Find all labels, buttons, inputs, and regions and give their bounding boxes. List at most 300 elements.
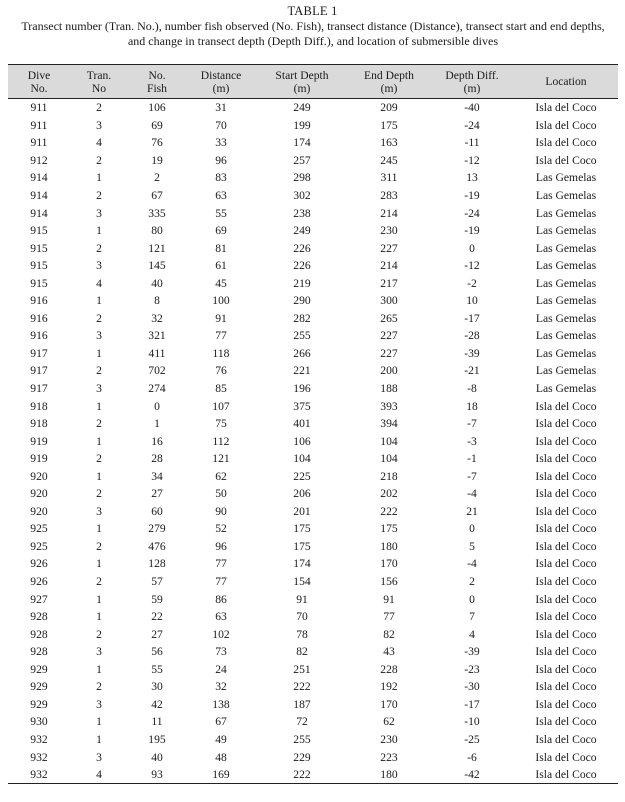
start-depth-cell: 104: [293, 452, 311, 466]
table-row: [8, 520, 618, 538]
tran-no-cell: 1: [96, 224, 102, 238]
table-row: [8, 310, 618, 328]
dive-no-cell: 928: [30, 645, 48, 659]
no-fish-cell: 76: [151, 136, 163, 150]
start-depth-cell: 72: [296, 715, 308, 729]
tran-no-cell: 2: [96, 241, 102, 255]
end-depth-cell: 43: [383, 645, 395, 659]
location-cell: Las Gemelas: [535, 294, 597, 308]
end-depth-cell: 228: [380, 662, 398, 676]
no-fish-cell: 195: [148, 732, 166, 746]
distance-cell: 102: [212, 627, 230, 641]
distance-cell: 45: [215, 276, 227, 290]
header-tran-no: [70, 65, 128, 99]
location-cell: Isla del Coco: [535, 539, 597, 553]
table-row: [8, 555, 618, 573]
no-fish-cell: 28: [151, 452, 163, 466]
distance-cell: 86: [215, 592, 227, 606]
end-depth-cell: 104: [380, 434, 398, 448]
header-line: No: [91, 81, 107, 95]
header-depth-diff: [430, 65, 514, 99]
location-cell: Las Gemelas: [535, 329, 597, 343]
dive-no-cell: 920: [30, 504, 48, 518]
location-cell: Las Gemelas: [535, 276, 597, 290]
table-row: [8, 152, 618, 170]
depth-diff-cell: 18: [466, 399, 478, 413]
start-depth-cell: 282: [293, 311, 311, 325]
dive-no-cell: 914: [30, 189, 48, 202]
location-cell: Isla del Coco: [535, 697, 597, 711]
dive-no-cell: 917: [30, 346, 48, 360]
location-cell: Isla del Coco: [535, 732, 597, 746]
start-depth-cell: 222: [293, 680, 311, 694]
start-depth-cell: 302: [293, 189, 311, 202]
table-row: [8, 590, 618, 608]
table-row: [8, 397, 618, 415]
end-depth-cell: 175: [380, 118, 398, 132]
distance-cell: 52: [215, 522, 227, 536]
location-cell: Isla del Coco: [535, 469, 597, 483]
distance-cell: 81: [215, 241, 227, 255]
location-cell: Isla del Coco: [535, 434, 597, 448]
start-depth-cell: 175: [293, 539, 311, 553]
caption-line: and change in transect depth (Depth Diff.), and location of submersible dives: [127, 34, 498, 48]
tran-no-cell: 2: [96, 539, 102, 553]
dive-no-cell: 916: [30, 311, 48, 325]
depth-diff-cell: -39: [464, 645, 480, 659]
table-row: [8, 222, 618, 240]
dive-no-cell: 914: [30, 206, 48, 220]
no-fish-cell: 27: [151, 487, 163, 501]
dive-no-cell: 915: [30, 259, 48, 273]
table-row: [8, 538, 618, 556]
start-depth-cell: 201: [293, 504, 311, 518]
location-cell: Las Gemelas: [535, 382, 597, 396]
distance-cell: 31: [215, 101, 227, 115]
table-row: [8, 292, 618, 310]
table-row: [8, 327, 618, 345]
end-depth-cell: 245: [380, 153, 398, 167]
end-depth-cell: 175: [380, 522, 398, 536]
table-row: [8, 415, 618, 433]
distance-cell: 24: [215, 662, 227, 676]
table-row: [8, 573, 618, 591]
location-cell: Isla del Coco: [535, 452, 597, 466]
location-cell: Las Gemelas: [535, 189, 597, 202]
table-row: [8, 766, 618, 784]
depth-diff-cell: -19: [464, 224, 480, 238]
depth-diff-cell: -7: [467, 469, 477, 483]
start-depth-cell: 375: [293, 399, 311, 413]
dive-no-cell: 925: [30, 539, 48, 553]
table-row: [8, 643, 618, 661]
tran-no-cell: 2: [96, 189, 102, 202]
no-fish-cell: 11: [151, 715, 163, 729]
start-depth-cell: 249: [293, 101, 311, 115]
dive-no-cell: 920: [30, 487, 48, 501]
depth-diff-cell: -8: [467, 382, 477, 396]
dive-no-cell: 911: [30, 136, 48, 150]
end-depth-cell: 393: [380, 399, 398, 413]
location-cell: Isla del Coco: [535, 504, 597, 518]
table-body: [8, 99, 618, 784]
header-line: (m): [212, 81, 230, 95]
distance-cell: 77: [215, 329, 227, 343]
location-cell: Isla del Coco: [535, 118, 597, 132]
table-row: [8, 625, 618, 643]
start-depth-cell: 206: [293, 487, 311, 501]
start-depth-cell: 154: [293, 575, 311, 589]
table-row: [8, 362, 618, 380]
table-row: [8, 117, 618, 135]
depth-diff-cell: -12: [464, 259, 480, 273]
header-line: (m): [463, 81, 481, 95]
table-row: [8, 503, 618, 521]
distance-cell: 76: [215, 364, 227, 378]
location-cell: Isla del Coco: [514, 766, 618, 784]
table-row: [8, 696, 618, 714]
depth-diff-cell: 5: [469, 539, 475, 553]
dive-no-cell: 915: [30, 276, 48, 290]
header-line: Fish: [147, 81, 167, 95]
location-cell: Isla del Coco: [535, 522, 597, 536]
start-depth-cell: 221: [293, 364, 311, 378]
dive-no-cell: 928: [30, 610, 48, 624]
header-line: No.: [148, 68, 166, 82]
no-fish-cell: 106: [148, 101, 166, 115]
no-fish-cell: 2: [154, 171, 160, 185]
distance-cell: 61: [215, 259, 227, 273]
distance-cell: 77: [215, 557, 227, 571]
tran-no-cell: 2: [96, 364, 102, 378]
depth-diff-cell: -17: [464, 697, 480, 711]
start-depth-cell: 82: [296, 645, 308, 659]
tran-no-cell: 1: [96, 399, 102, 413]
distance-cell: 91: [215, 311, 227, 325]
dive-no-cell: 915: [30, 224, 48, 238]
tran-no-cell: 3: [96, 750, 102, 764]
no-fish-cell: 121: [148, 241, 166, 255]
no-fish-cell: 8: [154, 294, 160, 308]
start-depth-cell: 219: [293, 276, 311, 290]
dive-no-cell: 928: [30, 627, 48, 641]
start-depth-cell: 266: [293, 346, 311, 360]
start-depth-cell: 222: [256, 766, 348, 784]
tran-no-cell: 2: [96, 101, 102, 115]
dive-no-cell: 914: [30, 171, 48, 185]
end-depth-cell: 222: [380, 504, 398, 518]
tran-no-cell: 1: [96, 469, 102, 483]
location-cell: Las Gemelas: [535, 311, 597, 325]
end-depth-cell: 170: [380, 697, 398, 711]
no-fish-cell: 22: [151, 610, 163, 624]
end-depth-cell: 227: [380, 241, 398, 255]
end-depth-cell: 82: [383, 627, 395, 641]
dive-no-cell: 926: [30, 557, 48, 571]
end-depth-cell: 214: [380, 259, 398, 273]
table-caption: [6, 19, 620, 49]
table-row: [8, 432, 618, 450]
depth-diff-cell: -19: [464, 189, 480, 202]
table-row: [8, 239, 618, 257]
location-cell: Isla del Coco: [535, 557, 597, 571]
depth-diff-cell: -17: [464, 311, 480, 325]
header-dive-no: [8, 65, 70, 99]
end-depth-cell: 104: [380, 452, 398, 466]
table-row: [8, 661, 618, 679]
dive-no-cell: 925: [30, 522, 48, 536]
depth-diff-cell: -2: [467, 276, 477, 290]
depth-diff-cell: 0: [469, 241, 475, 255]
location-cell: Las Gemelas: [535, 259, 597, 273]
no-fish-cell: 16: [151, 434, 163, 448]
location-cell: Las Gemelas: [535, 171, 597, 185]
table-row: [8, 380, 618, 398]
table-row: [8, 713, 618, 731]
dive-no-cell: 918: [30, 417, 48, 431]
distance-cell: 75: [215, 417, 227, 431]
tran-no-cell: 1: [96, 522, 102, 536]
location-cell: Isla del Coco: [535, 399, 597, 413]
depth-diff-cell: 7: [469, 610, 475, 624]
header-line: Dive: [27, 68, 51, 82]
tran-no-cell: 1: [96, 592, 102, 606]
header-line: Distance: [200, 68, 242, 82]
depth-diff-cell: 0: [469, 592, 475, 606]
dive-no-cell: 916: [30, 329, 48, 343]
end-depth-cell: 188: [380, 382, 398, 396]
tran-no-cell: 1: [96, 294, 102, 308]
end-depth-cell: 300: [380, 294, 398, 308]
no-fish-cell: 60: [151, 504, 163, 518]
distance-cell: 55: [215, 206, 227, 220]
no-fish-cell: 80: [151, 224, 163, 238]
distance-cell: 83: [215, 171, 227, 185]
tran-no-cell: 3: [96, 697, 102, 711]
no-fish-cell: 30: [151, 680, 163, 694]
table-row: [8, 485, 618, 503]
end-depth-cell: 227: [380, 346, 398, 360]
depth-diff-cell: 0: [469, 522, 475, 536]
end-depth-cell: 311: [380, 171, 398, 185]
start-depth-cell: 174: [293, 136, 311, 150]
end-depth-cell: 265: [380, 311, 398, 325]
distance-cell: 112: [212, 434, 230, 448]
table-row: [8, 257, 618, 275]
end-depth-cell: 218: [380, 469, 398, 483]
depth-diff-cell: 10: [466, 294, 478, 308]
tran-no-cell: 1: [96, 662, 102, 676]
header-line: Location: [545, 75, 587, 88]
no-fish-cell: 411: [148, 346, 166, 360]
tran-no-cell: 3: [96, 645, 102, 659]
location-cell: Las Gemelas: [535, 206, 597, 220]
location-cell: Isla del Coco: [535, 153, 597, 167]
depth-diff-cell: -10: [464, 715, 480, 729]
header-line: Tran.: [86, 68, 112, 82]
end-depth-cell: 230: [380, 732, 398, 746]
end-depth-cell: 394: [380, 417, 398, 431]
start-depth-cell: 225: [293, 469, 311, 483]
tran-no-cell: 2: [96, 575, 102, 589]
data-table: [8, 64, 618, 784]
location-cell: Las Gemelas: [535, 364, 597, 378]
tran-no-cell: 4: [96, 276, 102, 290]
header-location: [514, 65, 618, 99]
depth-diff-cell: -39: [464, 346, 480, 360]
distance-cell: 48: [215, 750, 227, 764]
table-row: [8, 450, 618, 468]
no-fish-cell: 59: [151, 592, 163, 606]
tran-no-cell: 2: [96, 452, 102, 466]
start-depth-cell: 175: [293, 522, 311, 536]
no-fish-cell: 145: [148, 259, 166, 273]
tran-no-cell: 1: [96, 171, 102, 185]
depth-diff-cell: -30: [464, 680, 480, 694]
depth-diff-cell: -7: [467, 417, 477, 431]
no-fish-cell: 40: [151, 276, 163, 290]
table-row: [8, 274, 618, 292]
tran-no-cell: 1: [96, 715, 102, 729]
tran-no-cell: 2: [96, 487, 102, 501]
location-cell: Isla del Coco: [535, 750, 597, 764]
table-row: [8, 608, 618, 626]
depth-diff-cell: -11: [464, 136, 480, 150]
dive-no-cell: 932: [30, 732, 48, 746]
no-fish-cell: 128: [148, 557, 166, 571]
no-fish-cell: 56: [151, 645, 163, 659]
end-depth-cell: 217: [380, 276, 398, 290]
start-depth-cell: 251: [293, 662, 311, 676]
start-depth-cell: 70: [296, 610, 308, 624]
table-row: [8, 99, 618, 117]
depth-diff-cell: -24: [464, 118, 480, 132]
location-cell: Isla del Coco: [535, 680, 597, 694]
start-depth-cell: 298: [293, 171, 311, 185]
tran-no-cell: 1: [96, 434, 102, 448]
dive-no-cell: 932: [8, 766, 70, 784]
table-row: [8, 678, 618, 696]
table-row: [8, 187, 618, 205]
start-depth-cell: 238: [293, 206, 311, 220]
depth-diff-cell: 2: [469, 575, 475, 589]
tran-no-cell: 2: [96, 311, 102, 325]
location-cell: Isla del Coco: [535, 627, 597, 641]
no-fish-cell: 32: [151, 311, 163, 325]
no-fish-cell: 274: [148, 382, 166, 396]
tran-no-cell: 3: [96, 382, 102, 396]
location-cell: Isla del Coco: [535, 575, 597, 589]
dive-no-cell: 927: [30, 592, 48, 606]
dive-no-cell: 911: [30, 118, 48, 132]
tran-no-cell: 1: [96, 610, 102, 624]
header-line: End Depth: [364, 68, 414, 82]
end-depth-cell: 227: [380, 329, 398, 343]
tran-no-cell: 2: [96, 417, 102, 431]
depth-diff-cell: -6: [467, 750, 477, 764]
no-fish-cell: 27: [151, 627, 163, 641]
tran-no-cell: 2: [96, 153, 102, 167]
table-row: [8, 204, 618, 222]
no-fish-cell: 34: [151, 469, 163, 483]
distance-cell: 70: [215, 118, 227, 132]
depth-diff-cell: -4: [467, 487, 477, 501]
distance-cell: 96: [215, 153, 227, 167]
header-line: (m): [293, 81, 311, 95]
header-start-depth: [256, 65, 348, 99]
depth-diff-cell: -1: [467, 452, 477, 466]
tran-no-cell: 3: [96, 259, 102, 273]
location-cell: Las Gemelas: [535, 241, 597, 255]
depth-diff-cell: -42: [430, 766, 514, 784]
table-row: [8, 731, 618, 749]
distance-cell: 90: [215, 504, 227, 518]
header-line: No.: [30, 81, 48, 95]
location-cell: Isla del Coco: [535, 136, 597, 150]
distance-cell: 118: [212, 346, 230, 360]
header-distance: [186, 65, 256, 99]
start-depth-cell: 91: [296, 592, 308, 606]
table-row: [8, 345, 618, 363]
header-line: Depth Diff.: [445, 68, 499, 82]
distance-cell: 69: [215, 224, 227, 238]
header-no-fish: [128, 65, 186, 99]
location-cell: Isla del Coco: [535, 487, 597, 501]
location-cell: Isla del Coco: [535, 715, 597, 729]
distance-cell: 50: [215, 487, 227, 501]
end-depth-cell: 180: [348, 766, 430, 784]
dive-no-cell: 932: [30, 750, 48, 764]
start-depth-cell: 196: [293, 382, 311, 396]
header-end-depth: [348, 65, 430, 99]
no-fish-cell: 279: [148, 522, 166, 536]
distance-cell: 96: [215, 539, 227, 553]
end-depth-cell: 156: [380, 575, 398, 589]
dive-no-cell: 920: [30, 469, 48, 483]
start-depth-cell: 290: [293, 294, 311, 308]
start-depth-cell: 255: [293, 329, 311, 343]
location-cell: Isla del Coco: [535, 417, 597, 431]
tran-no-cell: 1: [96, 732, 102, 746]
distance-cell: 138: [212, 697, 230, 711]
depth-diff-cell: -40: [464, 101, 480, 115]
dive-no-cell: 926: [30, 575, 48, 589]
depth-diff-cell: 4: [469, 627, 475, 641]
location-cell: Las Gemelas: [535, 346, 597, 360]
start-depth-cell: 226: [293, 259, 311, 273]
depth-diff-cell: -24: [464, 206, 480, 220]
tran-no-cell: 3: [96, 206, 102, 220]
no-fish-cell: 702: [148, 364, 166, 378]
end-depth-cell: 163: [380, 136, 398, 150]
dive-no-cell: 915: [30, 241, 48, 255]
end-depth-cell: 170: [380, 557, 398, 571]
end-depth-cell: 192: [380, 680, 398, 694]
distance-cell: 63: [215, 610, 227, 624]
tran-no-cell: 2: [96, 680, 102, 694]
no-fish-cell: 19: [151, 153, 163, 167]
start-depth-cell: 199: [293, 118, 311, 132]
end-depth-cell: 214: [380, 206, 398, 220]
end-depth-cell: 202: [380, 487, 398, 501]
end-depth-cell: 283: [380, 189, 398, 202]
no-fish-cell: 67: [151, 189, 163, 202]
location-cell: Isla del Coco: [535, 610, 597, 624]
location-cell: Isla del Coco: [535, 592, 597, 606]
tran-no-cell: 4: [70, 766, 128, 784]
distance-cell: 63: [215, 189, 227, 202]
distance-cell: 107: [212, 399, 230, 413]
